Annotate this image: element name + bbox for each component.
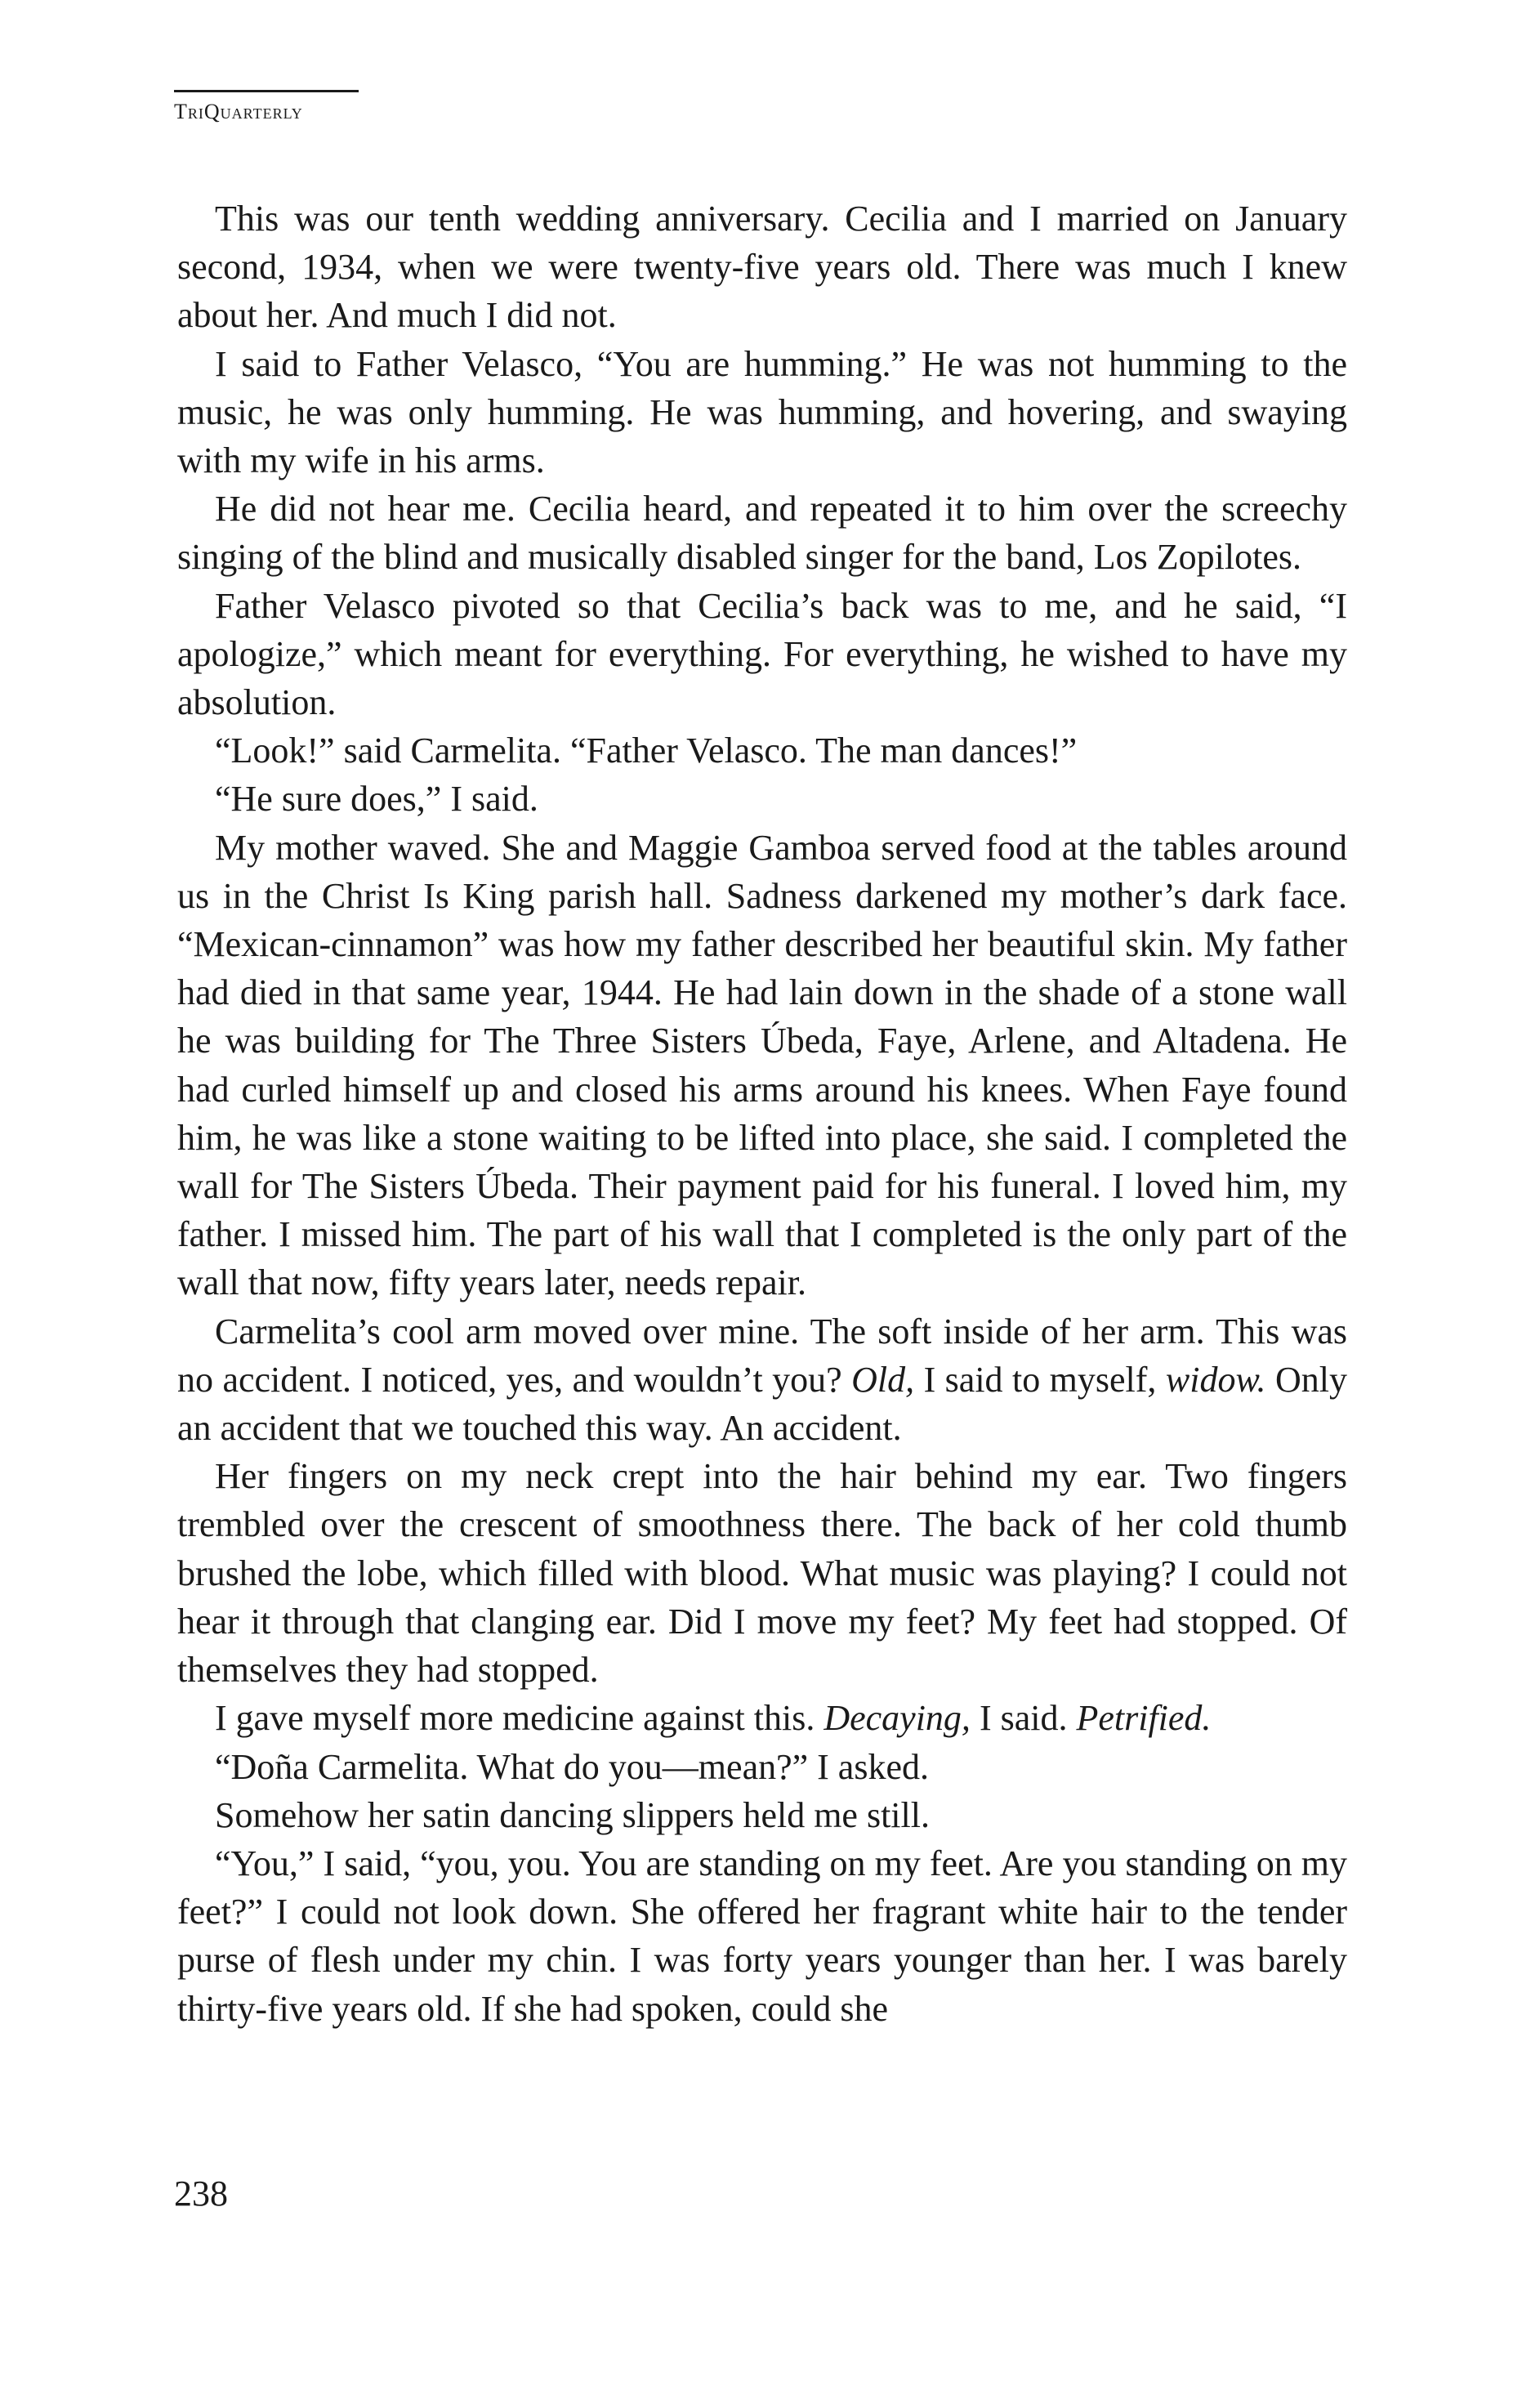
italic-word: Petrified.: [1076, 1698, 1212, 1739]
paragraph: I said to Father Velasco, “You are humming.” He was not humming to the music, he was only humming. He was humming, and hovering, and swaying with my wife in his arms.: [177, 343, 1347, 481]
paragraph-text: Carmelita’s cool arm moved over mine. The soft inside of her arm. This was no accident. I noticed, yes, and wouldn’t you?: [177, 1311, 1347, 1400]
paragraph: “He sure does,” I said.: [215, 779, 538, 820]
italic-word: Old,: [851, 1359, 915, 1400]
paragraph: Somehow her satin dancing slippers held me still.: [215, 1794, 930, 1835]
paragraph: Father Velasco pivoted so that Cecilia’s back was to me, and he said, “I apologize,” which meant for everything. For everything, he wished to have my absolution.: [177, 585, 1347, 723]
paragraph: “Doña Carmelita. What do you—mean?” I asked.: [215, 1746, 929, 1787]
paragraph: [177, 1307, 1347, 1453]
paragraph: “Look!” said Carmelita. “Father Velasco. The man dances!”: [215, 730, 1078, 771]
italic-word: Decaying,: [823, 1698, 971, 1739]
paragraph: He did not hear me. Cecilia heard, and repeated it to him over the screechy singing of the blind and musically disabled singer for the band, Los Zopilotes.: [177, 489, 1347, 578]
paragraph: Her fingers on my neck crept into the hair behind my ear. Two fingers trembled over the crescent of smoothness there. The back of her cold thumb brushed the lobe, which filled with blood. What music was playing? I could not hear it through that clanging ear. Did I move my feet? My feet had stopped. Of themselves they had stopped.: [177, 1456, 1347, 1691]
paragraph: My mother waved. She and Maggie Gamboa served food at the tables around us in the Christ Is King parish hall. Sadness darkened my mother’s dark face. “Mexican-cinnamon” was how my father described her beautiful skin. My father had died in that same year, 1944. He had lain down in the shade of a stone wall he was building for The Three Sisters Úbeda, Faye, Arlene, and Altadena. He had curled himself up and closed his arms around his knees. When Faye found him, he was like a stone waiting to be lifted into place, she said. I completed the wall for The Sisters Úbeda. Their payment paid for his funeral. I loved him, my father. I missed him. The part of his wall that I completed is the only part of the wall that now, fifty years later, needs repair.: [177, 827, 1347, 1303]
paragraph: [177, 1694, 1347, 1742]
paragraph: “You,” I said, “you, you. You are standing on my feet. Are you standing on my feet?” I could not look down. She offered her fragrant white hair to the tender purse of flesh under my chin. I was forty years younger than her. I was barely thirty-five years old. If she had spoken, could she: [177, 1843, 1347, 2029]
running-head: TriQuarterly: [174, 100, 303, 123]
paragraph-text: Only an accident that we touched this way. An accident.: [177, 1359, 1347, 1449]
italic-word: widow.: [1165, 1359, 1266, 1400]
paragraph-text: I said to myself,: [914, 1359, 1166, 1400]
paragraph-text: I gave myself more medicine against this.: [215, 1698, 824, 1739]
body-text: [177, 194, 1347, 2033]
paragraph-text: I said.: [970, 1698, 1077, 1739]
header-rule: [174, 90, 359, 92]
page-number: 238: [174, 2173, 228, 2214]
paragraph: This was our tenth wedding anniversary. Cecilia and I married on January second, 1934, when we were twenty-five years old. There was much I knew about her. And much I did not.: [177, 199, 1347, 336]
